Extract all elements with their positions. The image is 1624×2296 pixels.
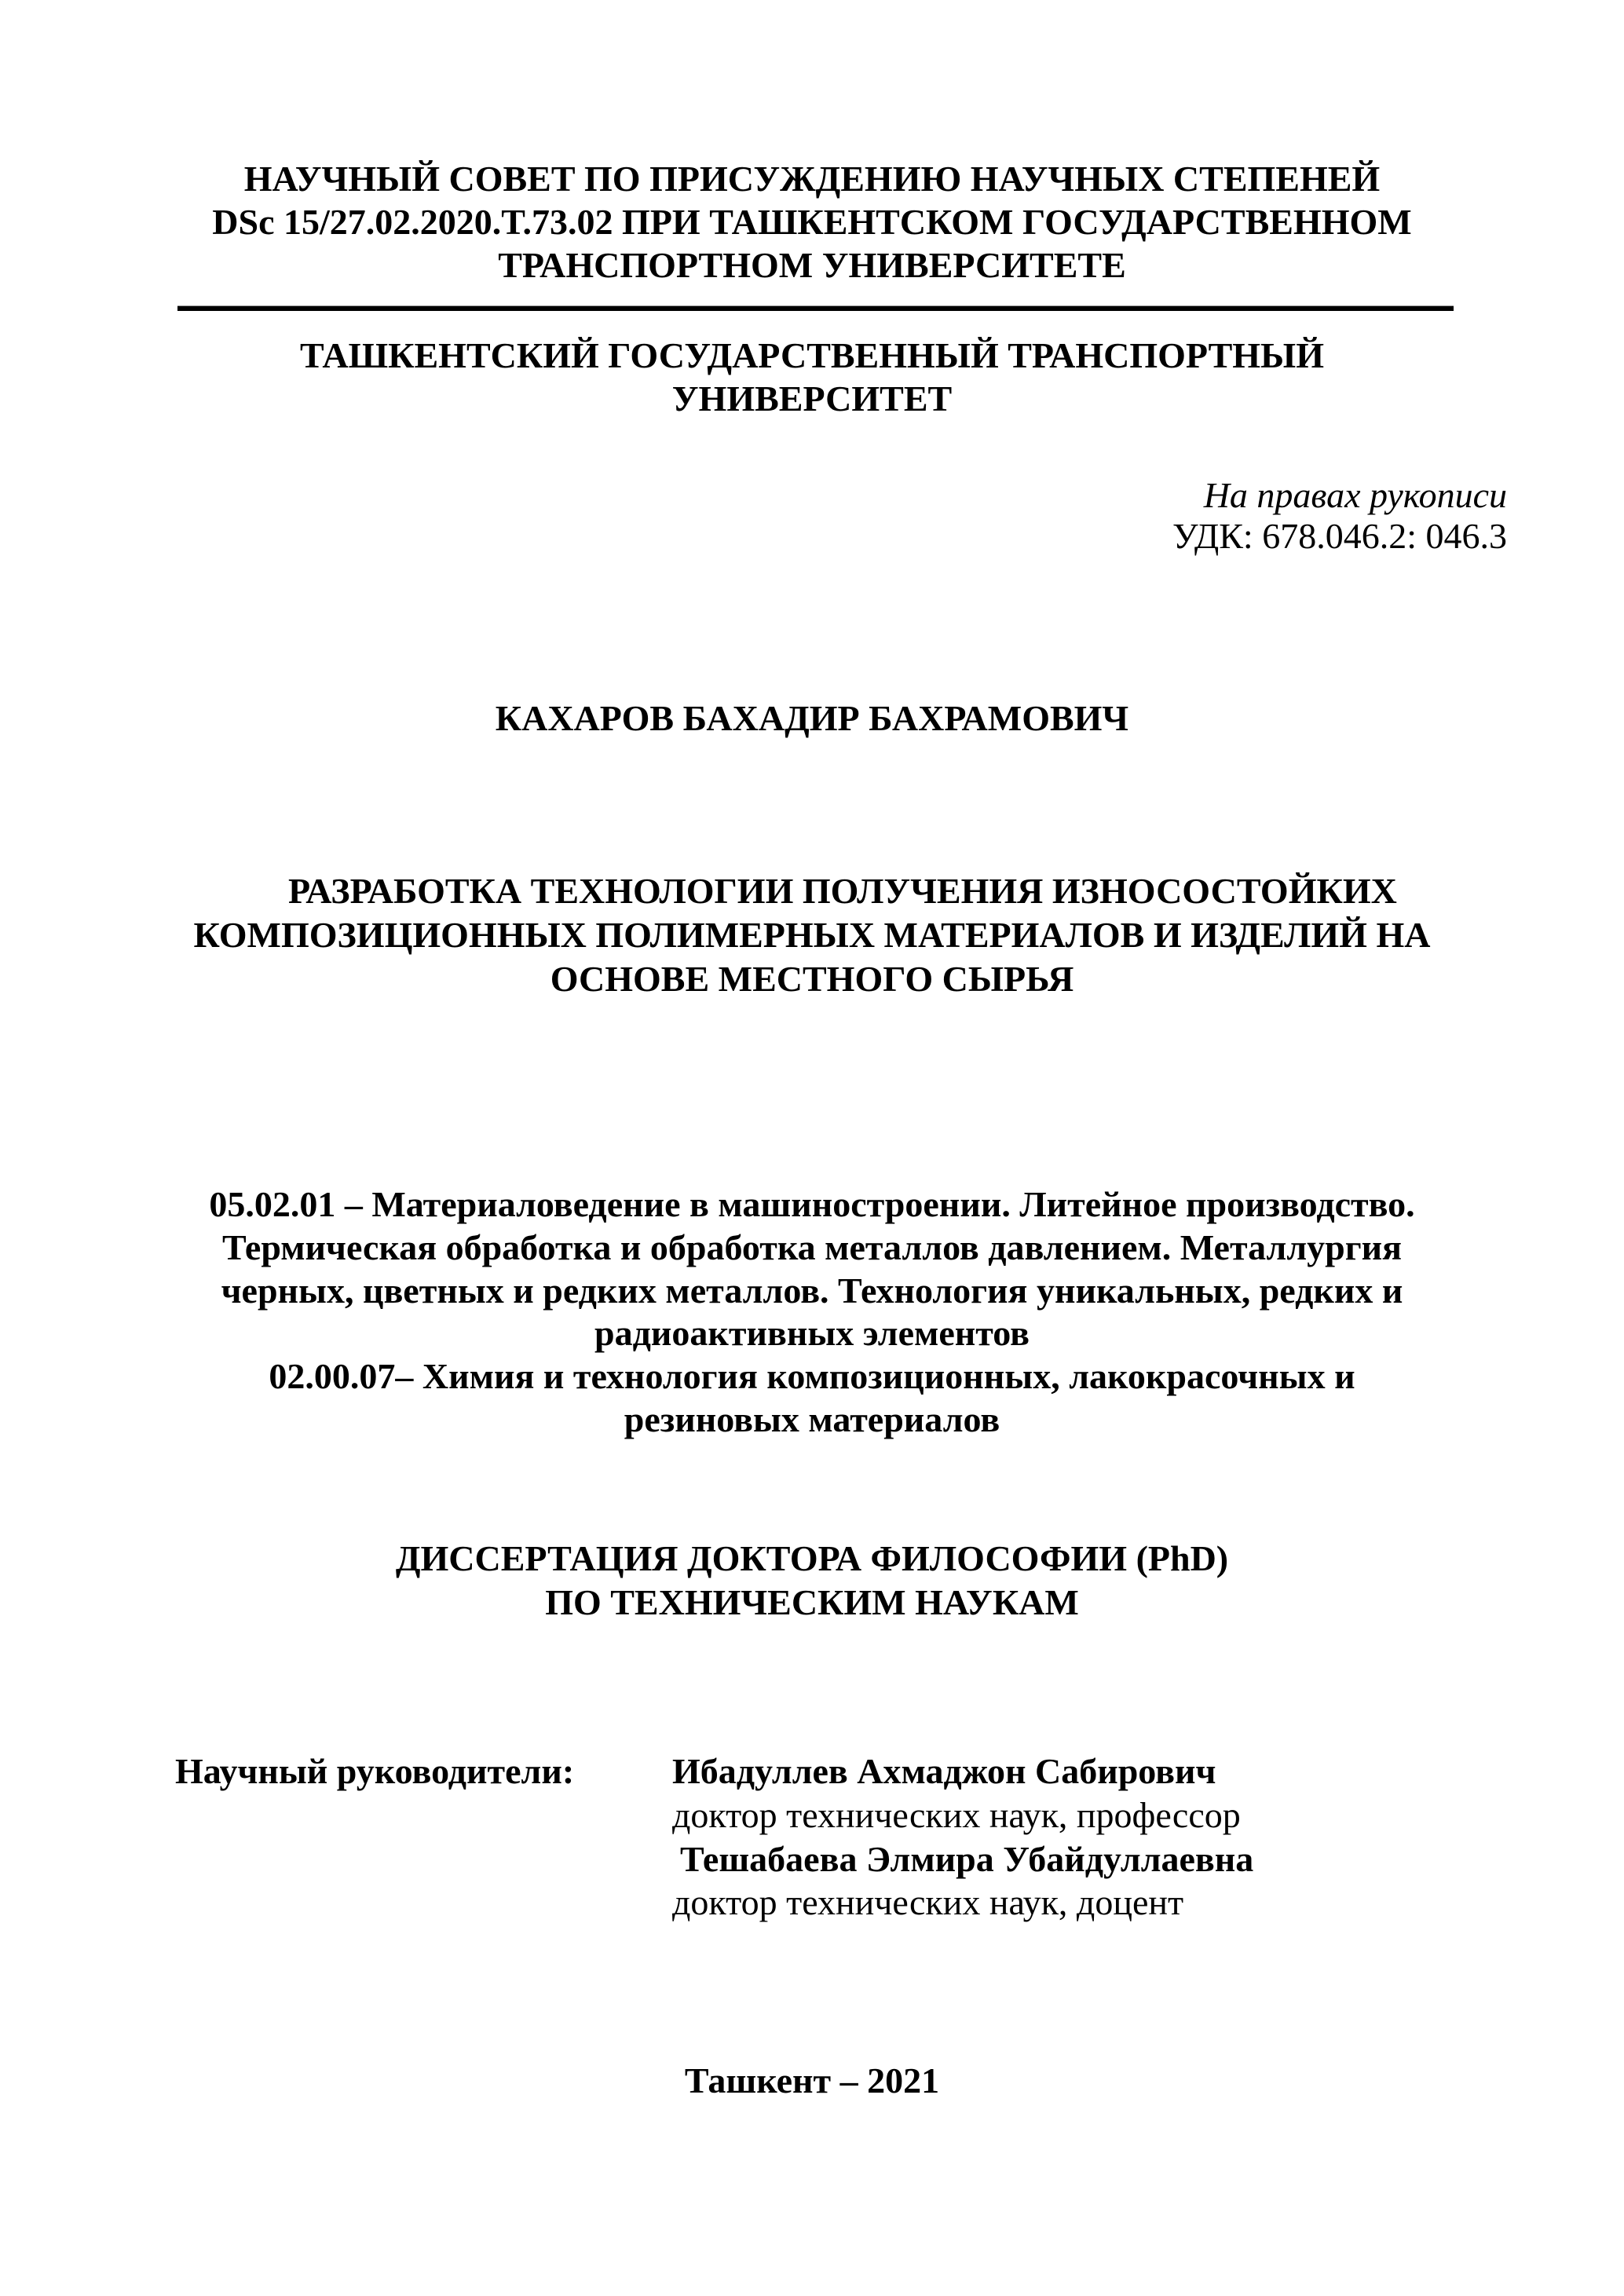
- supervisor-1-title: доктор технических наук, профессор: [672, 1795, 1241, 1835]
- supervisor-2-title: доктор технических наук, доцент: [672, 1882, 1184, 1922]
- dissertation-line-2: ПО ТЕХНИЧЕСКИМ НАУКАМ: [545, 1582, 1079, 1622]
- title-line-1: РАЗРАБОТКА ТЕХНОЛОГИИ ПОЛУЧЕНИЯ ИЗНОСОСТОЙКИХ: [288, 871, 1397, 911]
- place-year: Ташкент – 2021: [684, 2060, 940, 2100]
- council-line-3: ТРАНСПОРТНОМ УНИВЕРСИТЕТЕ: [498, 245, 1126, 285]
- specialty-line-6: резиновых материалов: [624, 1399, 1000, 1439]
- supervisors-label: Научный руководители:: [175, 1751, 575, 1791]
- udc-code: УДК: 678.046.2: 046.3: [1172, 516, 1507, 556]
- title-line-3: ОСНОВЕ МЕСТНОГО СЫРЬЯ: [550, 959, 1074, 999]
- dissertation-line-1: ДИССЕРТАЦИЯ ДОКТОРА ФИЛОСОФИИ (PhD): [395, 1538, 1229, 1578]
- council-line-2: DSc 15/27.02.2020.T.73.02 ПРИ ТАШКЕНТСКОМ ГОСУДАРСТВЕННОМ: [212, 202, 1412, 242]
- title-line-2: КОМПОЗИЦИОННЫХ ПОЛИМЕРНЫХ МАТЕРИАЛОВ И ИЗДЕЛИЙ НА: [193, 915, 1431, 955]
- specialty-line-4: радиоактивных элементов: [594, 1313, 1030, 1353]
- header-divider: [177, 305, 1454, 311]
- manuscript-note: На правах рукописи: [1203, 475, 1507, 515]
- specialty-line-5: 02.00.07– Химия и технология композиционных, лакокрасочных и: [269, 1356, 1355, 1396]
- specialty-line-2: Термическая обработка и обработка металлов давлением. Металлургия: [221, 1227, 1403, 1267]
- specialty-line-1: 05.02.01 – Материаловедение в машиностроении. Литейное производство.: [209, 1184, 1415, 1224]
- supervisor-2-name: Тешабаева Элмира Убайдуллаевна: [680, 1839, 1254, 1879]
- council-line-1: НАУЧНЫЙ СОВЕТ ПО ПРИСУЖДЕНИЮ НАУЧНЫХ СТЕПЕНЕЙ: [243, 159, 1381, 199]
- author-name: КАХАРОВ БАХАДИР БАХРАМОВИЧ: [495, 698, 1129, 738]
- university-line-2: УНИВЕРСИТЕТ: [671, 378, 953, 419]
- supervisor-1-name: Ибадуллев Ахмаджон Сабирович: [672, 1751, 1216, 1791]
- university-line-1: ТАШКЕНТСКИЙ ГОСУДАРСТВЕННЫЙ ТРАНСПОРТНЫЙ: [300, 335, 1324, 375]
- specialty-line-3: черных, цветных и редких металлов. Технология уникальных, редких и: [221, 1270, 1403, 1311]
